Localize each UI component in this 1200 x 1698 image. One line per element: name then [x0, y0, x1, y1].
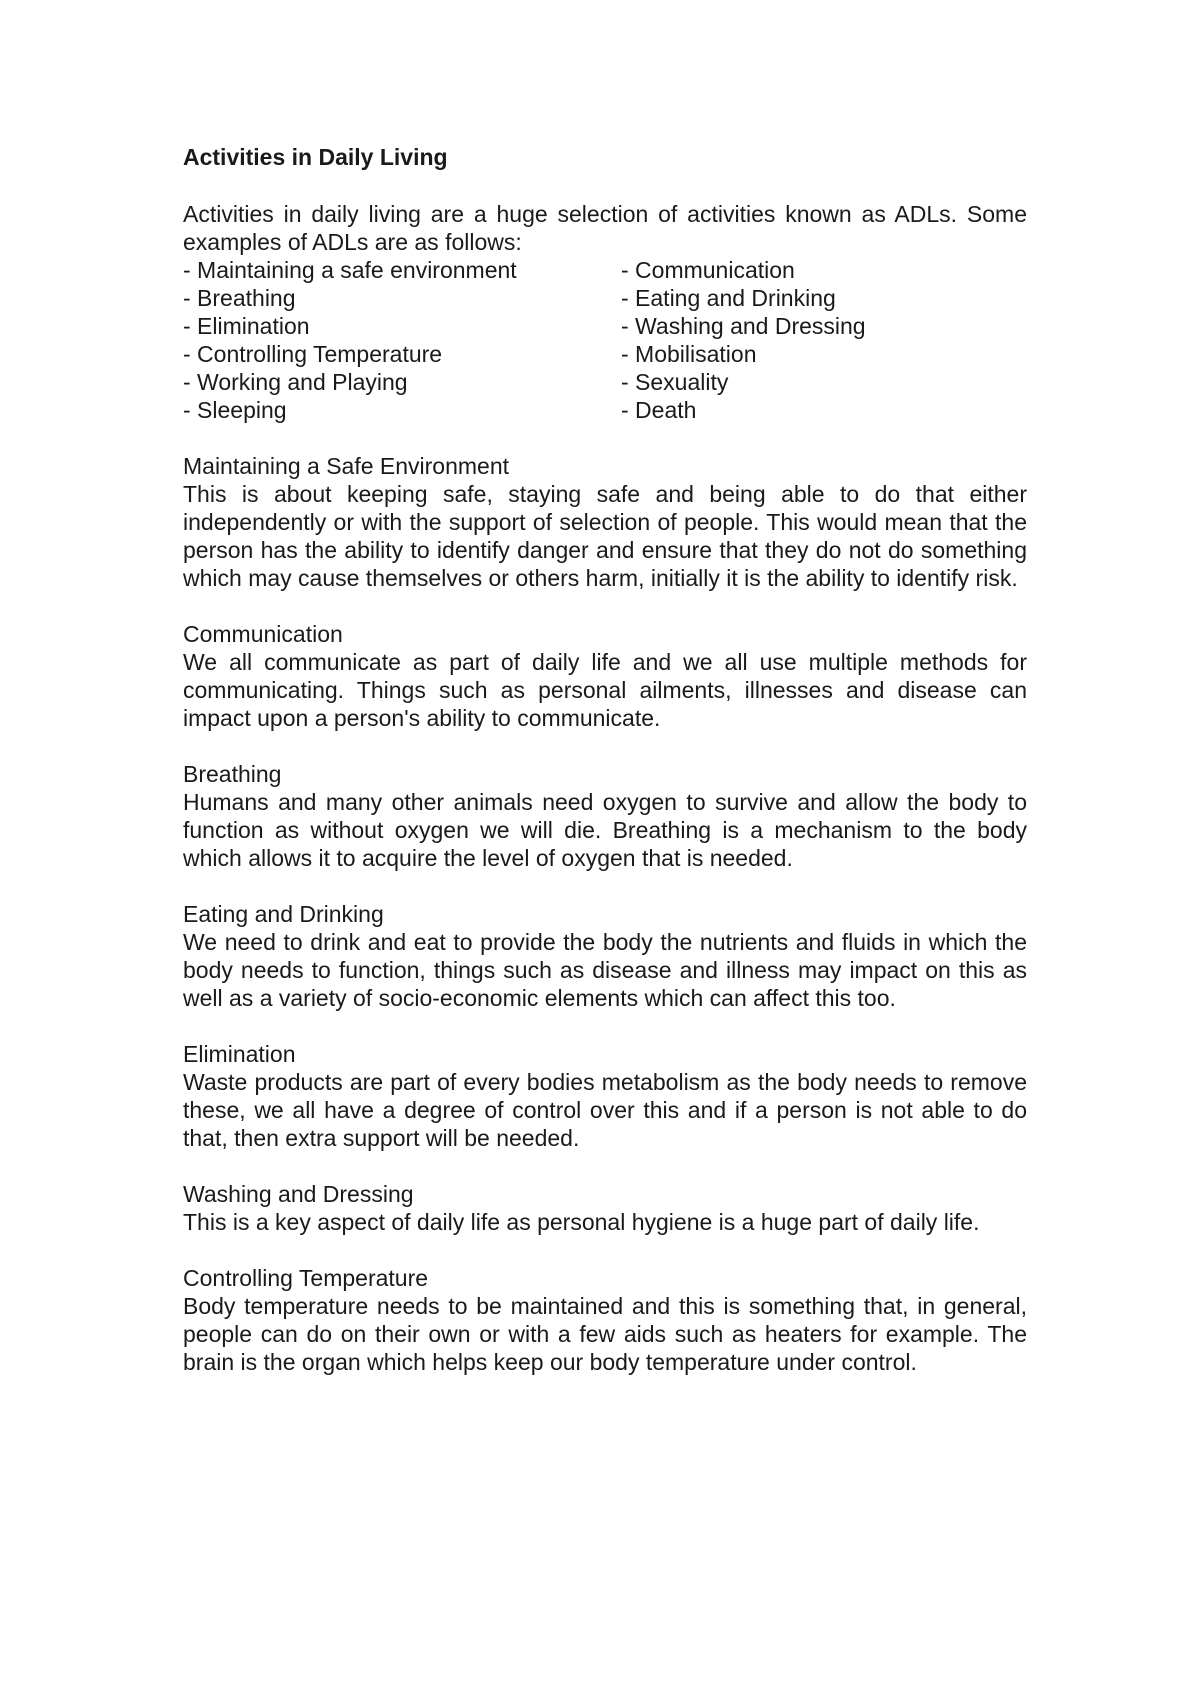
intro-paragraph: Activities in daily living are a huge selection of activities known as ADLs. Some examples of ADLs are as follows:: [183, 201, 1027, 255]
section-heading: Maintaining a Safe Environment: [183, 453, 510, 479]
section-body: Body temperature needs to be maintained and this is something that, in general, people can do on their own or with a few aids such as heaters for example. The brain is the organ which helps keep our body temperature under control.: [183, 1293, 1027, 1375]
section-washing-dressing: [183, 1180, 1027, 1236]
section-communication: [183, 620, 1027, 732]
section-body: We need to drink and eat to provide the body the nutrients and fluids in which the body needs to function, things such as disease and illness may impact on this as well as a variety of socio-economic elements which can affect this too.: [183, 929, 1027, 1011]
section-body: This is about keeping safe, staying safe and being able to do that either independently or with the support of selection of people. This would mean that the person has the ability to identify danger and ensure that they do not do something which may cause themselves or others harm, initially it is the ability to identify risk.: [183, 481, 1027, 591]
section-heading: Eating and Drinking: [183, 901, 384, 927]
section-body: We all communicate as part of daily life and we all use multiple methods for communicating. Things such as personal ailments, illnesses and disease can impact upon a person's ability to communicate.: [183, 649, 1027, 731]
adl-list-item: - Breathing: [183, 285, 296, 311]
section-breathing: [183, 760, 1027, 872]
section-body: This is a key aspect of daily life as personal hygiene is a huge part of daily life.: [183, 1209, 980, 1235]
adl-list-item: - Controlling Temperature: [183, 341, 443, 367]
adl-list-item: - Mobilisation: [621, 341, 757, 367]
adl-list-item: - Eating and Drinking: [621, 285, 836, 311]
adl-list-item: - Sleeping: [183, 397, 287, 423]
section-elimination: [183, 1040, 1027, 1152]
document-page: [183, 142, 1027, 1404]
adl-list: [183, 256, 1027, 424]
section-eating-drinking: [183, 900, 1027, 1012]
adl-list-item: - Working and Playing: [183, 369, 408, 395]
section-controlling-temperature: [183, 1264, 1027, 1376]
section-heading: Communication: [183, 621, 343, 647]
section-heading: Washing and Dressing: [183, 1181, 414, 1207]
section-body: Waste products are part of every bodies metabolism as the body needs to remove these, we all have a degree of control over this and if a person is not able to do that, then extra support will be needed.: [183, 1069, 1027, 1151]
adl-list-item: - Sexuality: [621, 369, 729, 395]
section-heading: Controlling Temperature: [183, 1265, 429, 1291]
document-title: Activities in Daily Living: [183, 144, 448, 170]
section-heading: Breathing: [183, 761, 282, 787]
adl-list-item: - Communication: [621, 257, 795, 283]
section-heading: Elimination: [183, 1041, 296, 1067]
section-body: Humans and many other animals need oxygen to survive and allow the body to function as without oxygen we will die. Breathing is a mechanism to the body which allows it to acquire the level of oxygen that is needed.: [183, 789, 1027, 871]
adl-list-item: - Washing and Dressing: [621, 313, 866, 339]
adl-list-item: - Elimination: [183, 313, 310, 339]
adl-list-item: - Maintaining a safe environment: [183, 257, 517, 283]
section-safe-environment: [183, 452, 1027, 592]
adl-list-item: - Death: [621, 397, 697, 423]
